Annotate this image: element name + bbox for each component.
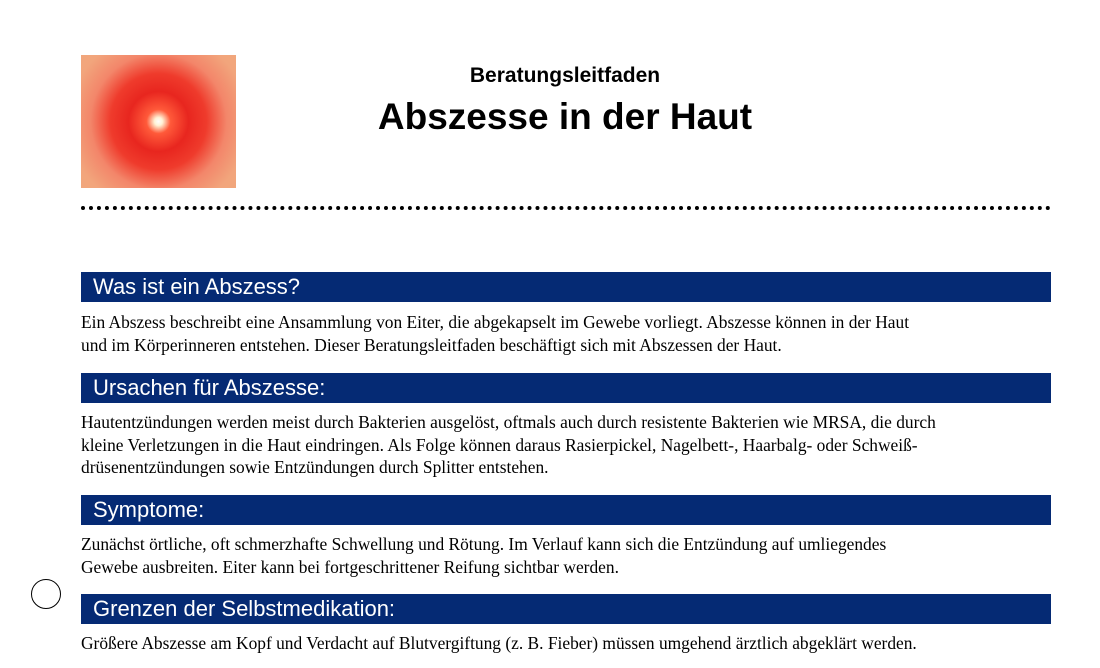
text-line: Zunächst örtliche, oft schmerzhafte Schwellung und Rötung. Im Verlauf kann sich die Entzündung auf umliegendes xyxy=(81,534,887,554)
text-line: Größere Abszesse am Kopf und Verdacht auf Blutvergiftung (z. B. Fieber) müssen umgehend ärztlich abgeklärt werden. xyxy=(81,633,917,653)
text-line: drüsenentzündungen sowie Entzündungen durch Splitter entstehen. xyxy=(81,457,549,477)
text-line: kleine Verletzungen in die Haut eindringen. Als Folge können daraus Rasierpickel, Nagelbett-, Haarbalg- oder Schweiß- xyxy=(81,434,918,455)
section-text-what-is xyxy=(81,311,1056,356)
section-text-causes xyxy=(81,411,1056,479)
section-heading-causes: Ursachen für Abszesse: xyxy=(81,373,1051,403)
document-title: Abszesse in der Haut xyxy=(377,96,753,137)
section-text-symptoms xyxy=(81,533,1056,578)
text-line: Gewebe ausbreiten. Eiter kann bei fortgeschrittener Reifung sichtbar werden. xyxy=(81,556,619,577)
document-subtitle: Beratungsleitfaden xyxy=(469,64,661,87)
section-heading-what-is: Was ist ein Abszess? xyxy=(81,272,1051,302)
abscess-logo-icon xyxy=(81,55,236,188)
dotted-divider xyxy=(81,206,1051,210)
text-line: und im Körperinneren entstehen. Dieser Beratungsleitfaden beschäftigt sich mit Abszessen der Haut. xyxy=(81,334,782,355)
circle-marker-icon[interactable] xyxy=(31,579,61,609)
section-heading-symptoms: Symptome: xyxy=(81,495,1051,525)
text-line: Ein Abszess beschreibt eine Ansammlung von Eiter, die abgekapselt im Gewebe vorliegt. Abszesse können in der Haut xyxy=(81,312,910,332)
section-text-self-medication-limits xyxy=(81,632,1056,655)
section-heading-self-medication-limits: Grenzen der Selbstmedikation: xyxy=(81,594,1051,624)
text-line: Hautentzündungen werden meist durch Bakterien ausgelöst, oftmals auch durch resistente Bakterien wie MRSA, die durch xyxy=(81,412,936,432)
